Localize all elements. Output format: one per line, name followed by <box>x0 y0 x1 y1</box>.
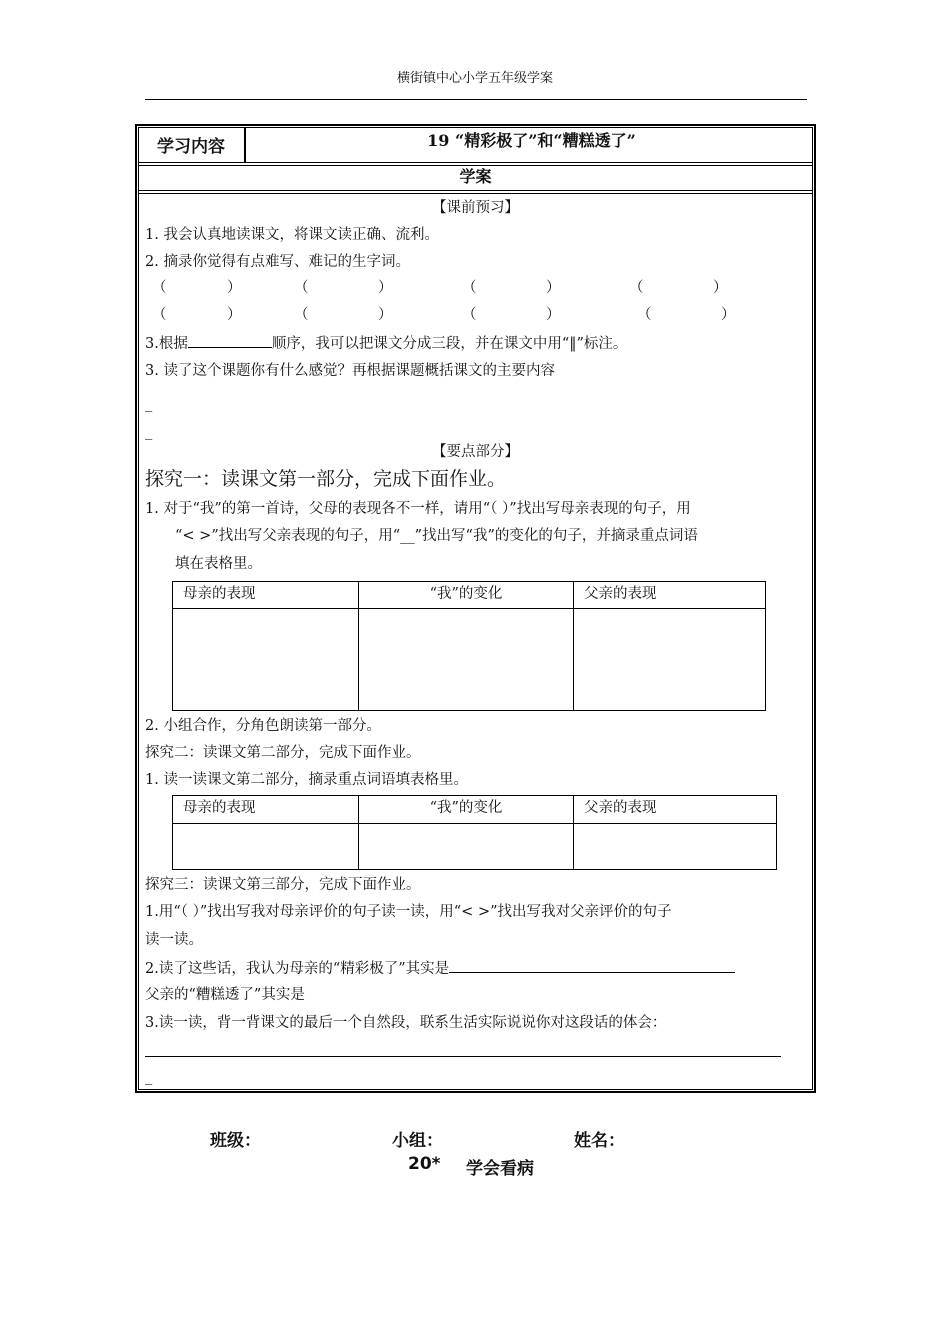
explore-1-table <box>172 581 766 711</box>
explore-1-title: 探究一：读课文第一部分，完成下面作业。 <box>145 468 507 490</box>
explore-1-q1-line3: 填在表格里。 <box>175 556 262 572</box>
bracket-close: ） <box>546 280 561 296</box>
answer-dash: _ <box>145 1069 153 1085</box>
explore-3-q2-line1 <box>145 958 735 979</box>
father-answer-cell[interactable] <box>574 609 766 711</box>
preview-item-1: 1. 我会认真地读课文，将课文读正确、流利。 <box>145 227 439 243</box>
study-content-label: 学习内容 <box>138 127 246 162</box>
col-father-header: 父亲的表现 <box>574 582 766 609</box>
answer-dash: _ <box>145 424 153 440</box>
explore-1-q2: 2. 小组合作，分角色朗读第一部分。 <box>145 718 381 734</box>
col-father-header: 父亲的表现 <box>574 796 777 824</box>
explore-3-q3: 3.读一读，背一背课文的最后一个自然段，联系生活实际说说你对这段话的体会： <box>145 1015 667 1031</box>
explore-2-q1: 1. 读一读课文第二部分，摘录重点词语填表格里。 <box>145 772 468 788</box>
father-answer-cell[interactable] <box>574 824 777 870</box>
next-lesson-number: 20* <box>408 1154 441 1174</box>
explore-1-q1-line2: “< >”找出写父亲表现的句子，用“__”找出写“我”的变化的句子，并摘录重点词语 <box>175 528 698 544</box>
answer-dash: _ <box>145 396 153 412</box>
header-divider <box>145 99 807 100</box>
explore-3-q2-text: 2.读了这些话，我认为母亲的“精彩极了”其实是 <box>145 961 450 977</box>
preview-heading: 【课前预习】 <box>432 200 519 216</box>
explore-2-title: 探究二：读课文第二部分，完成下面作业。 <box>145 745 421 761</box>
name-label: 姓名： <box>574 1131 625 1151</box>
bracket-open: （ <box>294 307 309 323</box>
bracket-open: （ <box>637 307 652 323</box>
col-me-header: “我”的变化 <box>359 582 574 609</box>
explore-3-q2-line2: 父亲的“糟糕透了”其实是 <box>145 987 305 1003</box>
explore-1-q1-line1: 1. 对于“我”的第一首诗，父母的表现各不一样，请用“（ ）”找出写母亲表现的句子，用 <box>145 501 691 517</box>
bracket-close: ） <box>378 280 393 296</box>
title-row-divider <box>138 162 813 163</box>
bracket-close: ） <box>227 307 242 323</box>
preview-item-2: 2. 摘录你觉得有点难写、难记的生字词。 <box>145 254 410 270</box>
me-answer-cell[interactable] <box>359 609 574 711</box>
order-blank[interactable] <box>188 333 272 348</box>
lesson-title: 19 “精彩极了”和“糟糕透了” <box>427 131 636 150</box>
me-answer-cell[interactable] <box>359 824 574 870</box>
bracket-close: ） <box>546 307 561 323</box>
bracket-close: ） <box>713 280 728 296</box>
preview-item-3a-pre: 3.根据 <box>145 336 188 352</box>
explore-3-title: 探究三：读课文第三部分，完成下面作业。 <box>145 877 421 893</box>
section-row-divider <box>138 190 813 191</box>
col-mother-header: 母亲的表现 <box>173 796 359 824</box>
section-row-divider-2 <box>138 193 813 194</box>
mother-meaning-blank[interactable] <box>449 958 735 973</box>
preview-item-3a-post: 顺序，我可以把课文分成三段，并在课文中用“‖”标注。 <box>271 336 628 352</box>
bracket-open: （ <box>152 307 167 323</box>
group-label: 小组： <box>392 1131 443 1151</box>
bracket-open: （ <box>294 280 309 296</box>
explore-3-q1-line2: 读一读。 <box>145 932 203 948</box>
bracket-close: ） <box>227 280 242 296</box>
explore-2-table <box>172 795 777 870</box>
class-label: 班级： <box>210 1131 261 1151</box>
mother-answer-cell[interactable] <box>173 824 359 870</box>
col-me-header: “我”的变化 <box>359 796 574 824</box>
preview-item-3b: 3. 读了这个课题你有什么感觉？再根据课题概括课文的主要内容 <box>145 363 555 379</box>
keypoints-heading: 【要点部分】 <box>432 444 519 460</box>
explore-3-q1-line1: 1.用“（ ）”找出写我对母亲评价的句子读一读，用“< >”找出写我对父亲评价的句子 <box>145 904 672 920</box>
mother-answer-cell[interactable] <box>173 609 359 711</box>
school-header: 横街镇中心小学五年级学案 <box>396 71 553 86</box>
bracket-open: （ <box>152 280 167 296</box>
bracket-close: ） <box>378 307 393 323</box>
section-title: 学案 <box>459 167 492 186</box>
bracket-open: （ <box>462 307 477 323</box>
preview-item-3a <box>145 333 627 354</box>
bracket-open: （ <box>462 280 477 296</box>
bracket-close: ） <box>721 307 736 323</box>
next-lesson-title: 学会看病 <box>466 1159 534 1179</box>
answer-line[interactable] <box>145 1056 781 1057</box>
col-mother-header: 母亲的表现 <box>173 582 359 609</box>
bracket-open: （ <box>629 280 644 296</box>
